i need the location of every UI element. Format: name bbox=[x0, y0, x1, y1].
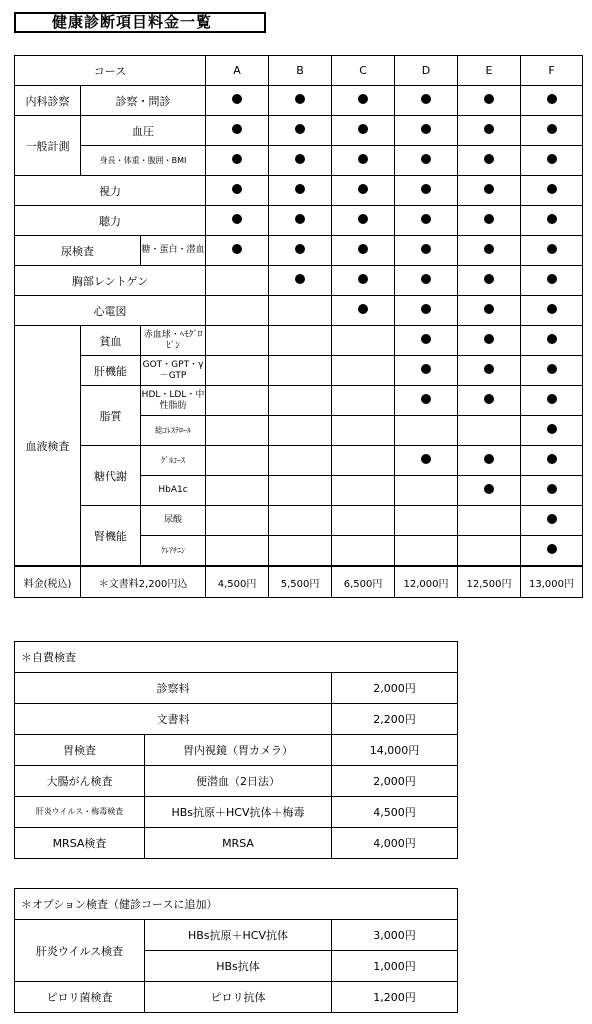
course-cell bbox=[521, 386, 583, 416]
included-dot-icon bbox=[421, 334, 431, 344]
course-cell bbox=[521, 116, 583, 146]
included-dot-icon bbox=[484, 124, 494, 134]
included-dot-icon bbox=[547, 454, 557, 464]
item-label: 尿酸 bbox=[141, 506, 206, 536]
course-cell bbox=[206, 266, 269, 296]
fee-value: 6,500円 bbox=[332, 566, 395, 598]
included-dot-icon bbox=[421, 244, 431, 254]
course-cell bbox=[206, 206, 269, 236]
course-cell bbox=[269, 176, 332, 206]
course-cell bbox=[521, 506, 583, 536]
included-dot-icon bbox=[232, 124, 242, 134]
course-cell bbox=[395, 266, 458, 296]
course-cell bbox=[269, 236, 332, 266]
course-cell bbox=[395, 296, 458, 326]
fee-value: 12,500円 bbox=[458, 566, 521, 598]
course-cell bbox=[206, 416, 269, 446]
course-cell bbox=[458, 146, 521, 176]
exam-name: HBs抗原＋HCV抗体＋梅毒 bbox=[145, 797, 332, 828]
course-header: D bbox=[395, 56, 458, 86]
exam-name: 文書料 bbox=[15, 704, 332, 735]
course-table bbox=[14, 55, 583, 598]
course-cell bbox=[521, 356, 583, 386]
course-cell bbox=[521, 536, 583, 567]
table-row bbox=[15, 920, 458, 951]
course-cell bbox=[521, 236, 583, 266]
table-row bbox=[15, 266, 583, 296]
table-row bbox=[15, 446, 583, 476]
course-cell bbox=[458, 386, 521, 416]
category-label: ピロリ菌検査 bbox=[15, 982, 145, 1013]
course-header: C bbox=[332, 56, 395, 86]
price: 4,000円 bbox=[332, 828, 458, 859]
course-cell bbox=[332, 266, 395, 296]
included-dot-icon bbox=[547, 184, 557, 194]
course-cell bbox=[332, 476, 395, 506]
course-cell bbox=[395, 506, 458, 536]
course-cell bbox=[206, 86, 269, 116]
included-dot-icon bbox=[358, 184, 368, 194]
course-cell bbox=[521, 476, 583, 506]
table-header-row bbox=[15, 56, 583, 86]
price: 1,200円 bbox=[332, 982, 458, 1013]
exam-name: HBs抗体 bbox=[145, 951, 332, 982]
course-cell bbox=[332, 236, 395, 266]
course-header: F bbox=[521, 56, 583, 86]
included-dot-icon bbox=[295, 214, 305, 224]
course-cell bbox=[458, 236, 521, 266]
included-dot-icon bbox=[547, 544, 557, 554]
fee-value: 12,000円 bbox=[395, 566, 458, 598]
table-row bbox=[15, 735, 458, 766]
course-cell bbox=[332, 536, 395, 567]
included-dot-icon bbox=[484, 154, 494, 164]
course-cell bbox=[269, 266, 332, 296]
included-dot-icon bbox=[421, 364, 431, 374]
included-dot-icon bbox=[547, 514, 557, 524]
fee-note: ＊文書料2,200円込 bbox=[81, 566, 206, 598]
course-cell bbox=[395, 356, 458, 386]
course-cell bbox=[269, 326, 332, 356]
course-cell bbox=[458, 446, 521, 476]
included-dot-icon bbox=[484, 184, 494, 194]
course-cell bbox=[458, 536, 521, 567]
course-header: A bbox=[206, 56, 269, 86]
price: 3,000円 bbox=[332, 920, 458, 951]
course-cell bbox=[206, 236, 269, 266]
item-label: HbA1c bbox=[141, 476, 206, 506]
course-cell bbox=[332, 86, 395, 116]
course-cell bbox=[521, 86, 583, 116]
price: 14,000円 bbox=[332, 735, 458, 766]
included-dot-icon bbox=[232, 94, 242, 104]
subgroup-label: 肝機能 bbox=[81, 356, 141, 386]
course-cell bbox=[332, 146, 395, 176]
table-row bbox=[15, 236, 583, 266]
course-cell bbox=[395, 386, 458, 416]
included-dot-icon bbox=[547, 124, 557, 134]
price: 2,200円 bbox=[332, 704, 458, 735]
table-row bbox=[15, 176, 583, 206]
category-label: 胃検査 bbox=[15, 735, 145, 766]
course-cell bbox=[269, 416, 332, 446]
course-cell bbox=[269, 356, 332, 386]
item-label: 身長・体重・腹囲・BMI bbox=[81, 146, 206, 176]
course-cell bbox=[332, 116, 395, 146]
page-title: 健康診断項目料金一覧 bbox=[14, 12, 266, 33]
item-label: 視力 bbox=[15, 176, 206, 206]
exam-name: 診察料 bbox=[15, 673, 332, 704]
course-cell bbox=[521, 416, 583, 446]
exam-name: HBs抗原＋HCV抗体 bbox=[145, 920, 332, 951]
included-dot-icon bbox=[484, 454, 494, 464]
course-cell bbox=[458, 326, 521, 356]
course-cell bbox=[269, 476, 332, 506]
course-cell bbox=[395, 416, 458, 446]
course-cell bbox=[332, 506, 395, 536]
category-label: MRSA検査 bbox=[15, 828, 145, 859]
included-dot-icon bbox=[358, 94, 368, 104]
course-cell bbox=[206, 356, 269, 386]
included-dot-icon bbox=[421, 154, 431, 164]
course-cell bbox=[521, 296, 583, 326]
course-cell bbox=[458, 296, 521, 326]
table-row bbox=[15, 356, 583, 386]
course-cell bbox=[332, 176, 395, 206]
included-dot-icon bbox=[547, 244, 557, 254]
included-dot-icon bbox=[421, 304, 431, 314]
course-cell bbox=[521, 266, 583, 296]
course-cell bbox=[206, 176, 269, 206]
course-cell bbox=[458, 176, 521, 206]
category-label: 肝炎ウイルス検査 bbox=[15, 920, 145, 982]
included-dot-icon bbox=[547, 394, 557, 404]
exam-name: ピロリ抗体 bbox=[145, 982, 332, 1013]
item-label: 聴力 bbox=[15, 206, 206, 236]
table-row bbox=[15, 797, 458, 828]
course-cell bbox=[521, 146, 583, 176]
included-dot-icon bbox=[484, 274, 494, 284]
course-cell bbox=[521, 326, 583, 356]
included-dot-icon bbox=[547, 274, 557, 284]
course-cell bbox=[332, 386, 395, 416]
included-dot-icon bbox=[421, 274, 431, 284]
included-dot-icon bbox=[421, 124, 431, 134]
table-row bbox=[15, 206, 583, 236]
course-cell bbox=[269, 386, 332, 416]
course-cell bbox=[458, 116, 521, 146]
fee-value: 4,500円 bbox=[206, 566, 269, 598]
course-cell bbox=[395, 326, 458, 356]
included-dot-icon bbox=[547, 334, 557, 344]
included-dot-icon bbox=[421, 214, 431, 224]
course-cell bbox=[269, 116, 332, 146]
included-dot-icon bbox=[484, 304, 494, 314]
item-label: 胸部レントゲン bbox=[15, 266, 206, 296]
included-dot-icon bbox=[547, 304, 557, 314]
included-dot-icon bbox=[232, 214, 242, 224]
table-row bbox=[15, 506, 583, 536]
table-row bbox=[15, 386, 583, 416]
item-label: 糖・蛋白・潜血 bbox=[141, 236, 206, 266]
course-cell bbox=[395, 86, 458, 116]
course-cell bbox=[332, 446, 395, 476]
category-label: 大腸がん検査 bbox=[15, 766, 145, 797]
subgroup-label: 糖代謝 bbox=[81, 446, 141, 506]
course-cell bbox=[269, 146, 332, 176]
subgroup-label: 腎機能 bbox=[81, 506, 141, 567]
included-dot-icon bbox=[421, 394, 431, 404]
included-dot-icon bbox=[547, 94, 557, 104]
course-cell bbox=[269, 506, 332, 536]
included-dot-icon bbox=[295, 244, 305, 254]
item-label: HDL・LDL・中性脂肪 bbox=[141, 386, 206, 416]
table-row bbox=[15, 116, 583, 146]
course-cell bbox=[458, 206, 521, 236]
group-label: 尿検査 bbox=[15, 236, 141, 266]
included-dot-icon bbox=[232, 244, 242, 254]
course-header: B bbox=[269, 56, 332, 86]
section-header: ＊自費検査 bbox=[15, 642, 458, 673]
fee-value: 13,000円 bbox=[521, 566, 583, 598]
price: 4,500円 bbox=[332, 797, 458, 828]
included-dot-icon bbox=[232, 184, 242, 194]
included-dot-icon bbox=[295, 274, 305, 284]
course-cell bbox=[395, 146, 458, 176]
included-dot-icon bbox=[421, 184, 431, 194]
course-cell bbox=[332, 296, 395, 326]
table-row bbox=[15, 766, 458, 797]
included-dot-icon bbox=[484, 394, 494, 404]
course-cell bbox=[521, 206, 583, 236]
section-header: ＊オプション検査（健診コースに追加） bbox=[15, 889, 458, 920]
course-cell bbox=[395, 176, 458, 206]
included-dot-icon bbox=[484, 334, 494, 344]
included-dot-icon bbox=[484, 214, 494, 224]
table-row bbox=[15, 889, 458, 920]
included-dot-icon bbox=[421, 454, 431, 464]
self-pay-table bbox=[14, 641, 458, 859]
item-label: ｸﾞﾙｺｰｽ bbox=[141, 446, 206, 476]
course-header: E bbox=[458, 56, 521, 86]
course-cell bbox=[332, 206, 395, 236]
included-dot-icon bbox=[295, 154, 305, 164]
included-dot-icon bbox=[358, 154, 368, 164]
item-label: 血圧 bbox=[81, 116, 206, 146]
included-dot-icon bbox=[295, 124, 305, 134]
course-cell bbox=[458, 416, 521, 446]
item-label: 赤血球・ﾍﾓｸﾞﾛﾋﾞﾝ bbox=[141, 326, 206, 356]
course-cell bbox=[521, 176, 583, 206]
course-cell bbox=[269, 536, 332, 567]
included-dot-icon bbox=[484, 364, 494, 374]
exam-name: 便潜血（2日法） bbox=[145, 766, 332, 797]
course-cell bbox=[206, 506, 269, 536]
course-cell bbox=[395, 236, 458, 266]
included-dot-icon bbox=[547, 364, 557, 374]
fee-label: 料金(税込) bbox=[15, 566, 81, 598]
included-dot-icon bbox=[295, 94, 305, 104]
course-cell bbox=[269, 296, 332, 326]
course-cell bbox=[521, 446, 583, 476]
table-row bbox=[15, 146, 583, 176]
course-cell bbox=[206, 446, 269, 476]
included-dot-icon bbox=[358, 124, 368, 134]
group-label: 血液検査 bbox=[15, 326, 81, 567]
course-cell bbox=[269, 446, 332, 476]
price: 2,000円 bbox=[332, 673, 458, 704]
fee-row bbox=[15, 566, 583, 598]
course-cell bbox=[206, 326, 269, 356]
price: 1,000円 bbox=[332, 951, 458, 982]
included-dot-icon bbox=[484, 484, 494, 494]
included-dot-icon bbox=[547, 214, 557, 224]
included-dot-icon bbox=[358, 304, 368, 314]
included-dot-icon bbox=[358, 214, 368, 224]
item-label: 総ｺﾚｽﾃﾛｰﾙ bbox=[141, 416, 206, 446]
included-dot-icon bbox=[547, 484, 557, 494]
course-cell bbox=[269, 206, 332, 236]
table-row bbox=[15, 673, 458, 704]
included-dot-icon bbox=[484, 244, 494, 254]
course-cell bbox=[206, 536, 269, 567]
table-row bbox=[15, 642, 458, 673]
table-row bbox=[15, 296, 583, 326]
table-row bbox=[15, 704, 458, 735]
table-row bbox=[15, 86, 583, 116]
category-label: 肝炎ウイルス・梅毒検査 bbox=[15, 797, 145, 828]
course-cell bbox=[332, 356, 395, 386]
table-row bbox=[15, 982, 458, 1013]
included-dot-icon bbox=[358, 244, 368, 254]
included-dot-icon bbox=[232, 154, 242, 164]
included-dot-icon bbox=[547, 154, 557, 164]
course-cell bbox=[269, 86, 332, 116]
table-row bbox=[15, 828, 458, 859]
course-cell bbox=[458, 476, 521, 506]
included-dot-icon bbox=[421, 94, 431, 104]
included-dot-icon bbox=[484, 94, 494, 104]
table-row bbox=[15, 326, 583, 356]
group-label: 内科診察 bbox=[15, 86, 81, 116]
course-cell bbox=[206, 296, 269, 326]
item-label: 診察・問診 bbox=[81, 86, 206, 116]
item-label: 心電図 bbox=[15, 296, 206, 326]
included-dot-icon bbox=[358, 274, 368, 284]
included-dot-icon bbox=[295, 184, 305, 194]
course-cell bbox=[458, 86, 521, 116]
course-cell bbox=[206, 476, 269, 506]
course-cell bbox=[206, 146, 269, 176]
group-label: 一般計測 bbox=[15, 116, 81, 176]
price: 2,000円 bbox=[332, 766, 458, 797]
course-cell bbox=[332, 326, 395, 356]
subgroup-label: 脂質 bbox=[81, 386, 141, 446]
course-cell bbox=[395, 446, 458, 476]
course-label: コース bbox=[15, 56, 206, 86]
course-cell bbox=[332, 416, 395, 446]
course-cell bbox=[458, 356, 521, 386]
course-cell bbox=[395, 206, 458, 236]
option-table bbox=[14, 888, 458, 1013]
included-dot-icon bbox=[547, 424, 557, 434]
item-label: GOT・GPT・γ－GTP bbox=[141, 356, 206, 386]
course-cell bbox=[206, 116, 269, 146]
item-label: ｸﾚｱﾁﾆﾝ bbox=[141, 536, 206, 567]
course-cell bbox=[395, 536, 458, 567]
course-cell bbox=[206, 386, 269, 416]
course-cell bbox=[395, 116, 458, 146]
course-cell bbox=[458, 506, 521, 536]
course-cell bbox=[458, 266, 521, 296]
exam-name: 胃内視鏡（胃カメラ） bbox=[145, 735, 332, 766]
subgroup-label: 貧血 bbox=[81, 326, 141, 356]
course-cell bbox=[395, 476, 458, 506]
exam-name: MRSA bbox=[145, 828, 332, 859]
fee-value: 5,500円 bbox=[269, 566, 332, 598]
